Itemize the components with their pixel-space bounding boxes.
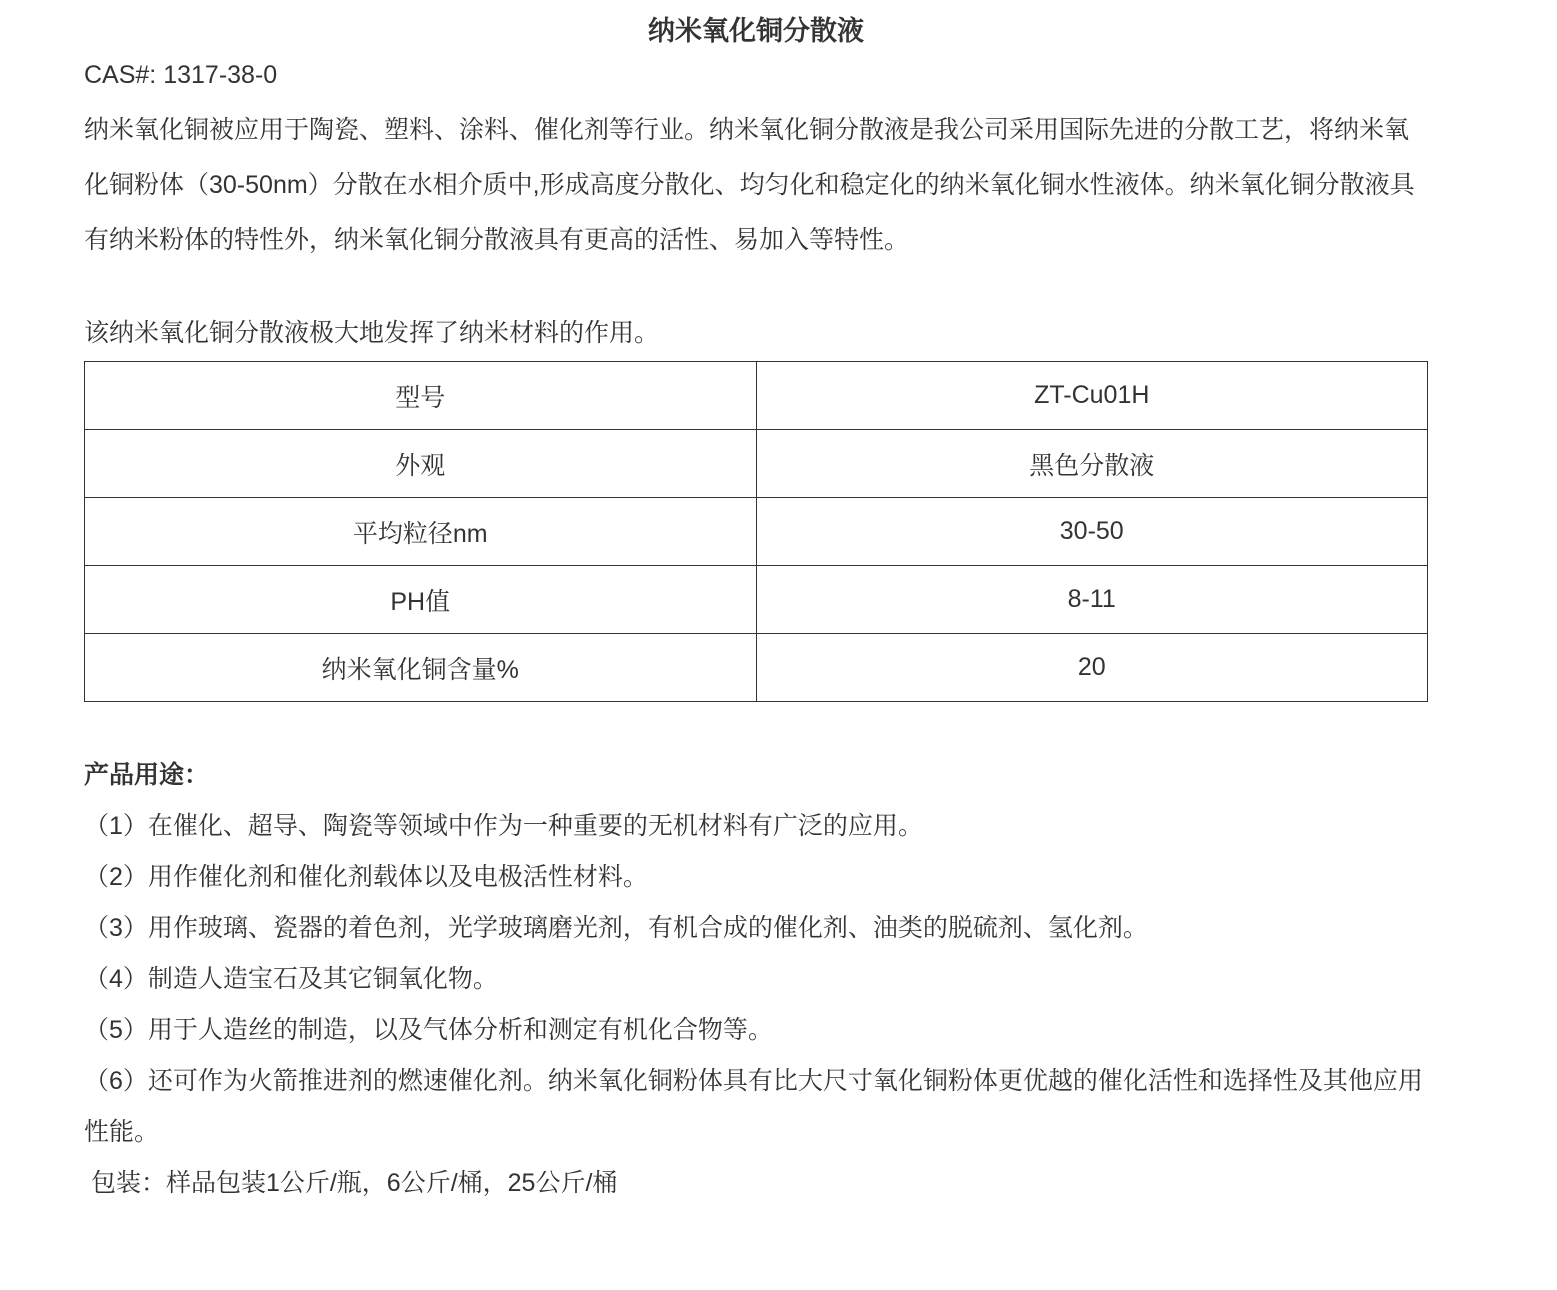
- spec-label-cell: 型号: [85, 362, 757, 430]
- cas-number-line: CAS#: 1317-38-0: [84, 61, 278, 89]
- spec-value-cell: ZT-Cu01H: [756, 362, 1428, 430]
- intro-paragraph: 纳米氧化铜被应用于陶瓷、塑料、涂料、催化剂等行业。纳米氧化铜分散液是我公司采用国际先进的分散工艺，将纳米氧化铜粉体（30-50nm）分散在水相介质中,形成高度分散化、均匀化和稳定化的纳米氧化铜水性液体。纳米氧化铜分散液具有纳米粉体的特性外，纳米氧化铜分散液具有更高的活性、易加入等特性。: [84, 116, 1415, 254]
- list-item-use-2: （2）用作催化剂和催化剂载体以及电极活性材料。: [84, 863, 648, 891]
- list-item-use-4: （4）制造人造宝石及其它铜氧化物。: [84, 965, 498, 993]
- list-item-use-6: （6）还可作为火箭推进剂的燃速催化剂。纳米氧化铜粉体具有比大尺寸氧化铜粉体更优越的催化活性和选择性及其他应用性能。: [84, 1067, 1423, 1146]
- table-row: [85, 566, 1428, 634]
- list-item-use-3: （3）用作玻璃、瓷器的着色剂，光学玻璃磨光剂，有机合成的催化剂、油类的脱硫剂、氢化剂。: [84, 914, 1148, 942]
- summary-line: 该纳米氧化铜分散液极大地发挥了纳米材料的作用。: [84, 319, 660, 347]
- table-row: [85, 362, 1428, 430]
- spec-label-cell: 外观: [85, 430, 757, 498]
- table-row: [85, 498, 1428, 566]
- list-item-use-1: （1）在催化、超导、陶瓷等领域中作为一种重要的无机材料有广泛的应用。: [84, 812, 923, 840]
- spec-table: [84, 361, 1428, 702]
- table-row: [85, 430, 1428, 498]
- table-row: [85, 634, 1428, 702]
- spec-value-cell: 30-50: [756, 498, 1428, 566]
- page-title: 纳米氧化铜分散液: [648, 16, 864, 46]
- uses-heading: 产品用途：: [84, 761, 210, 789]
- list-item-use-5: （5）用于人造丝的制造，以及气体分析和测定有机化合物等。: [84, 1016, 773, 1044]
- spec-value-cell: 8-11: [756, 566, 1428, 634]
- packaging-line: 包装：样品包装1公斤/瓶，6公斤/桶，25公斤/桶: [84, 1169, 618, 1197]
- spec-value-cell: 黑色分散液: [756, 430, 1428, 498]
- spec-value-cell: 20: [756, 634, 1428, 702]
- spec-label-cell: 平均粒径nm: [85, 498, 757, 566]
- spec-table-body: [85, 362, 1428, 702]
- spec-label-cell: PH值: [85, 566, 757, 634]
- spec-label-cell: 纳米氧化铜含量%: [85, 634, 757, 702]
